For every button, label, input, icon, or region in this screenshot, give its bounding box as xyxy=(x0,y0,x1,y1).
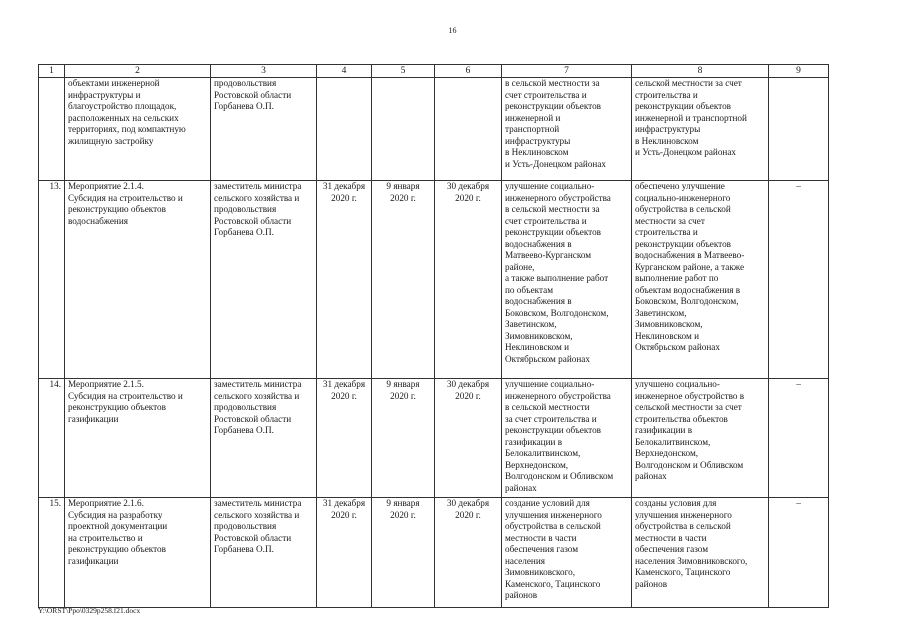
expected-result: улучшение социально- инженерного обустройства в сельской местности за счет строительства и реконструкции объектов водоснабжения в Матвеево-Курганском районе, а также выполнение работ по объектам водоснабжения в Боковском, Волгодонском, Заветинском, Зимовниковском, Неклиновском и Октябрьском районах xyxy=(502,181,632,379)
end-date: 9 января 2020 г. xyxy=(372,181,435,379)
start-date xyxy=(317,78,372,181)
activity-name: объектами инженерной инфраструктуры и благоустройство площадок, расположенных на сельских территориях, под компактную жилищную застройку xyxy=(65,78,211,181)
note: – xyxy=(769,181,829,379)
page-number: 16 xyxy=(448,26,457,35)
note xyxy=(769,78,829,181)
file-path-footer: Y:\ORST\Ppo\0329p258.f21.docx xyxy=(38,606,141,615)
column-number: 5 xyxy=(372,65,435,78)
responsible-person: заместитель министра сельского хозяйства и продовольствия Ростовской области Горбанева О.П. xyxy=(211,379,317,498)
expected-result: создание условий для улучшения инженерного обустройства в сельской местности в части обеспечения газом населения Зимовниковского, Каменского, Тацинского районов xyxy=(502,498,632,608)
expected-result: в сельской местности за счет строительства и реконструкции объектов инженерной и транспортной инфраструктуры в Неклиновском и Усть-Донецком районах xyxy=(502,78,632,181)
table-row xyxy=(39,379,829,498)
column-number-row xyxy=(39,65,829,78)
column-number: 2 xyxy=(65,65,211,78)
actual-result: обеспечено улучшение социально-инженерного обустройства в сельской местности за счет строительства и реконструкции объектов водоснабжения в Матвеево- Курганском районе, а также выполнение работ по объектам водоснабжения в Боковском, Волгодонском, Заветинском, Зимовниковском, Неклиновском и Октябрьском районах xyxy=(632,181,769,379)
activity-name: Мероприятие 2.1.6. Субсидия на разработку проектной документации на строительство и реконструкцию объектов газификации xyxy=(65,498,211,608)
start-date: 31 декабря 2020 г. xyxy=(317,379,372,498)
row-number xyxy=(39,78,65,181)
column-number: 1 xyxy=(39,65,65,78)
activity-name: Мероприятие 2.1.5. Субсидия на строительство и реконструкцию объектов газификации xyxy=(65,379,211,498)
column-number: 6 xyxy=(435,65,502,78)
table-row xyxy=(39,181,829,379)
responsible-person: заместитель министра сельского хозяйства и продовольствия Ростовской области Горбанева О.П. xyxy=(211,498,317,608)
expected-result: улучшение социально- инженерного обустройства в сельской местности за счет строительства и реконструкции объектов газификации в Белокалитвинском, Верхнедонском, Волгодонском и Обливском районах xyxy=(502,379,632,498)
start-date: 31 декабря 2020 г. xyxy=(317,181,372,379)
end-date xyxy=(372,78,435,181)
table-row xyxy=(39,78,829,181)
actual-result: улучшено социально- инженерное обустройство в сельской местности за счет строительства объектов газификации в Белокалитвинском, Верхнедонском, Волгодонском и Обливском районах xyxy=(632,379,769,498)
control-date: 30 декабря 2020 г. xyxy=(435,181,502,379)
note: – xyxy=(769,379,829,498)
column-number: 9 xyxy=(769,65,829,78)
control-date: 30 декабря 2020 г. xyxy=(435,379,502,498)
column-number: 3 xyxy=(211,65,317,78)
activity-name: Мероприятие 2.1.4. Субсидия на строительство и реконструкцию объектов водоснабжения xyxy=(65,181,211,379)
responsible-person: продовольствия Ростовской области Горбанева О.П. xyxy=(211,78,317,181)
row-number: 15. xyxy=(39,498,65,608)
control-date: 30 декабря 2020 г. xyxy=(435,498,502,608)
column-number: 4 xyxy=(317,65,372,78)
column-number: 7 xyxy=(502,65,632,78)
end-date: 9 января 2020 г. xyxy=(372,379,435,498)
row-number: 14. xyxy=(39,379,65,498)
control-date xyxy=(435,78,502,181)
table-row xyxy=(39,498,829,608)
column-number: 8 xyxy=(632,65,769,78)
note: – xyxy=(769,498,829,608)
responsible-person: заместитель министра сельского хозяйства и продовольствия Ростовской области Горбанева О.П. xyxy=(211,181,317,379)
end-date: 9 января 2020 г. xyxy=(372,498,435,608)
plan-table xyxy=(38,64,829,608)
actual-result: сельской местности за счет строительства и реконструкции объектов инженерной и транспортной инфраструктуры в Неклиновском и Усть-Донецком районах xyxy=(632,78,769,181)
row-number: 13. xyxy=(39,181,65,379)
actual-result: созданы условия для улучшения инженерного обустройства в сельской местности в части обеспечения газом населения Зимовниковского, Каменского, Тацинского районов xyxy=(632,498,769,608)
start-date: 31 декабря 2020 г. xyxy=(317,498,372,608)
